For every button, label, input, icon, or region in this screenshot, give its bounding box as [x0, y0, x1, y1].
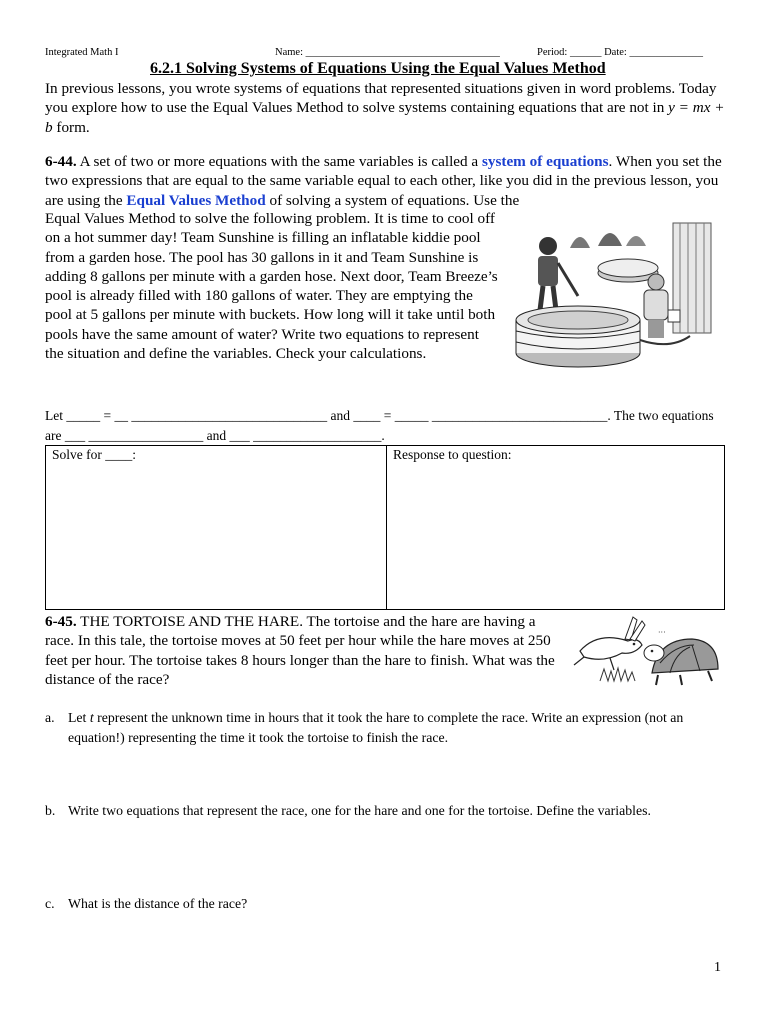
problem-number: 6-44. — [45, 153, 77, 170]
term-equal-values-method: Equal Values Method — [126, 191, 266, 209]
problem-text: THE TORTOISE AND THE HARE. The tortoise and the hare are having a race. In this tale, the tortoise moves at 50 feet per hour while the hare moves at 250 feet per hour. The tortoise takes 8 hours longer than the hare to finish. What was the distance of the race? — [45, 613, 555, 688]
problem-6-44-intro — [45, 152, 725, 210]
response-cell[interactable]: Response to question: — [393, 447, 512, 462]
course-name: Integrated Math I — [45, 47, 119, 58]
intro-equation: y = mx + b — [45, 99, 725, 136]
page-number: 1 — [714, 960, 721, 975]
table-divider — [386, 446, 387, 609]
part-text-a: Let — [68, 710, 90, 725]
problem-6-44-body: Equal Values Method to solve the following problem. It is time to cool off on a hot summer day! Team Sunshine is filling an inflatable kiddie pool from a garden hose. The pool has 30 gallons in it and Team Sunshine is adding 8 gallons per minute with a garden hose. Next door, Team Breeze’s pool is already filled with 180 gallons of water. They are emptying the pool at 5 gallons per minute with buckets. How long will it take until both pools have the same amount of water? Write two equations to represent the situation and define the variables. Check your calculations. — [45, 210, 498, 363]
part-text — [68, 708, 723, 747]
name-field[interactable]: Name: _____________________________________ — [275, 47, 500, 58]
part-text: What is the distance of the race? — [68, 896, 248, 911]
problem-number: 6-45. — [45, 613, 77, 630]
kiddie-pool-illustration — [508, 218, 718, 373]
part-text: Write two equations that represent the race, one for the hare and one for the tortoise. Define the variables. — [68, 803, 651, 818]
problem-text: A set of two or more equations with the same variables is called a — [76, 153, 482, 170]
page-header — [45, 47, 725, 61]
part-label: a. — [45, 710, 55, 725]
part-label: b. — [45, 803, 56, 818]
tortoise-hare-illustration — [570, 613, 720, 698]
svg-text:···: ··· — [658, 628, 666, 637]
let-definitions-line[interactable]: Let _____ = __ _____________________________ and ____ = _____ __________________________. The two equations are ___ _________________ and ___ ___________________. — [45, 408, 714, 443]
problem-text: . When you set the two expressions that are equal to the same variable equal to each other, like you did in the previous lesson, you are using the — [45, 153, 722, 209]
solve-for-cell[interactable]: Solve for ____: — [52, 447, 136, 462]
problem-6-45 — [45, 612, 565, 689]
intro-text-a: In previous lessons, you wrote systems of equations that represented situations given in word problems. Today you explore how to use the Equal Values Method to solve systems containing equations that are not in — [45, 80, 717, 117]
work-response-table — [45, 445, 725, 610]
lesson-title: 6.2.1 Solving Systems of Equations Using the Equal Values Method — [150, 60, 606, 77]
intro-paragraph — [45, 79, 725, 137]
problem-text: of solving a system of equations. Use the — [265, 191, 520, 209]
variable-t: t — [89, 710, 94, 725]
intro-text-b: form. — [52, 118, 90, 136]
part-label: c. — [45, 896, 55, 911]
part-text-b: represent the unknown time in hours that it took the hare to complete the race. Write an expression (not an equation!) representing the time it took the tortoise to finish the race. — [68, 710, 684, 745]
term-system-of-equations: system of equations — [481, 153, 609, 170]
period-date-field[interactable]: Period: ______ Date: ______________ — [537, 47, 703, 58]
